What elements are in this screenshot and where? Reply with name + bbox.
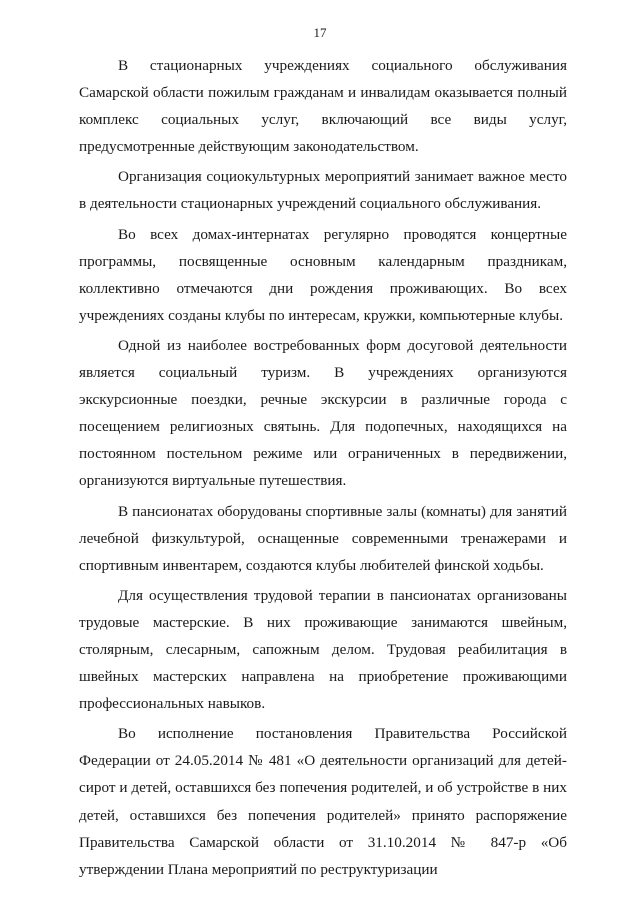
paragraph: Для осуществления трудовой терапии в пансионатах организованы трудовые мастерские. В них проживающие занимаются швейным, столярным, слесарным, сапожным делом. Трудовая реабилитация в швейных мастерских направлена на приобретение проживающими профессиональных навыков. bbox=[79, 586, 567, 713]
paragraph: Одной из наиболее востребованных форм досуговой деятельности является социальный туризм. В учреждениях организуются экскурсионные поездки, речные экскурсии в различные города с посещением религиозных святынь. Для подопечных, находящихся на постоянном постельном режиме или ограниченных в передвижении, организуются виртуальные путешествия. bbox=[79, 336, 567, 490]
paragraph: Во исполнение постановления Правительства Российской Федерации от 24.05.2014 № 481 «О деятельности организаций для детей-сирот и детей, оставшихся без попечения родителей, и об устройстве в них детей, оставшихся без попечения родителей» принято распоряжение Правительства Самарской области от 31.10.2014 № 847-р «Об утверждении Плана мероприятий по реструктуризации bbox=[79, 725, 567, 878]
paragraph: В стационарных учреждениях социального обслуживания Самарской области пожилым гражданам и инвалидам оказывается полный комплекс социальных услуг, включающий все виды услуг, предусмотренные действующим законодательством. bbox=[79, 57, 567, 156]
paragraph: В пансионатах оборудованы спортивные залы (комнаты) для занятий лечебной физкультурой, оснащенные современными тренажерами и спортивным инвентарем, создаются клубы любителей финской ходьбы. bbox=[79, 502, 567, 574]
paragraph: Во всех домах-интернатах регулярно проводятся концертные программы, посвященные основным календарным праздникам, коллективно отмечаются дни рождения проживающих. Во всех учреждениях созданы клубы по интересам, кружки, компьютерные клубы. bbox=[79, 225, 567, 324]
page-number: 17 bbox=[313, 25, 327, 40]
paragraph: Организация социокультурных мероприятий занимает важное место в деятельности стационарных учреждений социального обслуживания. bbox=[79, 168, 567, 213]
body-text bbox=[79, 52, 567, 883]
